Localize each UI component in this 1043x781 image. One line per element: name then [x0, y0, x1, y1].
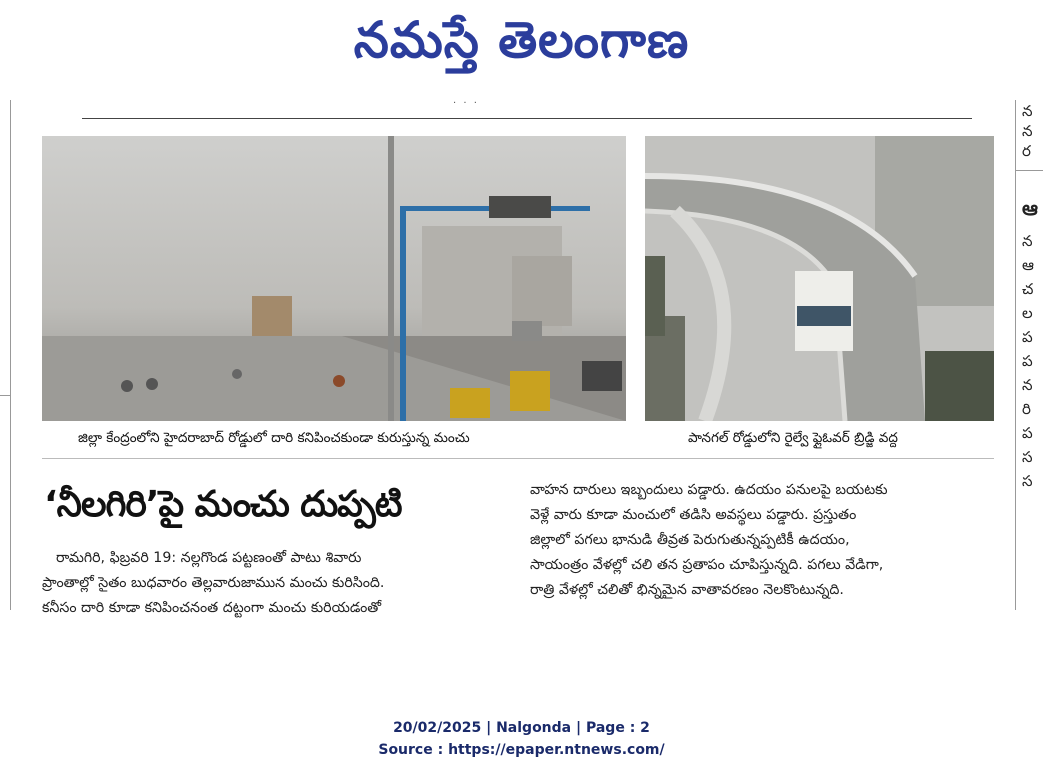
footer-date-line: 20/02/2025 | Nalgonda | Page : 2 [393, 720, 650, 736]
side-fragment: స [1022, 472, 1033, 490]
side-fragment: న [1022, 232, 1033, 250]
side-fragment: ప [1022, 352, 1033, 370]
right-photo-caption: పానగల్ రోడ్డులోని రైల్వే ఫ్లైఓవర్ బ్రిడ్జి వద్ద [688, 430, 898, 446]
side-fragment: రి [1022, 400, 1031, 418]
side-fragment: న [1022, 102, 1033, 120]
article-line: రామగిరి, ఫిబ్రవరి 19: నల్లగొండ పట్టణంతో పాటు శివారు [56, 550, 362, 566]
article-line: సాయంత్రం వేళల్లో చలి తన ప్రతాపం చూపిస్తున్నది. పగలు వేడిగా, [530, 557, 884, 573]
side-fragment: ఆ [1022, 256, 1034, 274]
fog-road-photo [42, 136, 626, 421]
side-fragment: చ [1022, 280, 1034, 298]
side-fragment: ఆ [1022, 196, 1038, 220]
side-fragment: ర [1022, 142, 1031, 160]
article-headline: ‘నీలగిరి’పై మంచు దుప్పటి [44, 484, 402, 525]
article-line: జిల్లాలో పగలు భానుడి తీవ్రత పెరుగుతున్నప్పటికీ ఉదయం, [530, 532, 850, 548]
article-line: ప్రాంతాల్లో సైతం బుధవారం తెల్లవారుజామున మంచు కురిసింది. [42, 575, 385, 591]
article-line: వెళ్లే వారు కూడా మంచులో తడిసి అవస్థలు పడ్డారు. ప్రస్తుతం [530, 507, 857, 523]
side-fragment: స [1022, 448, 1033, 466]
left-column-tick [0, 395, 10, 396]
article-column-2 [530, 478, 996, 603]
right-column-rule [1015, 100, 1016, 610]
side-fragment: ప [1022, 424, 1033, 442]
article-line: వాహన దారులు ఇబ్బందులు పడ్డారు. ఉదయం పనులపై బయటకు [530, 482, 888, 498]
right-column-tick [1015, 170, 1043, 171]
article-line: కనీసం దారి కూడా కనిపించనంత దట్టంగా మంచు కురియడంతో [42, 600, 382, 616]
top-rule [82, 118, 972, 119]
article-line: రాత్రి వేళల్లో చలితో భిన్నమైన వాతావరణం నెలకొంటున్నది. [530, 582, 844, 598]
rule-ornament: · · · [453, 98, 479, 109]
flyover-photo [645, 136, 994, 421]
left-column-rule [10, 100, 11, 610]
flyover-illustration [645, 136, 994, 421]
article-column-1 [42, 546, 504, 621]
masthead: నమస్తే తెలంగాణ [353, 10, 690, 69]
side-fragment: న [1022, 122, 1033, 140]
left-photo-caption: జిల్లా కేంద్రంలోని హైదరాబాద్ రోడ్డులో దారి కనిపించకుండా కురుస్తున్న మంచు [78, 430, 470, 446]
footer-source-line: Source : https://epaper.ntnews.com/ [378, 742, 665, 758]
fog-road-illustration [42, 136, 626, 421]
side-fragment: న [1022, 376, 1033, 394]
side-fragment: ల [1022, 304, 1033, 322]
side-fragment: ప [1022, 328, 1033, 346]
caption-rule [42, 458, 994, 459]
